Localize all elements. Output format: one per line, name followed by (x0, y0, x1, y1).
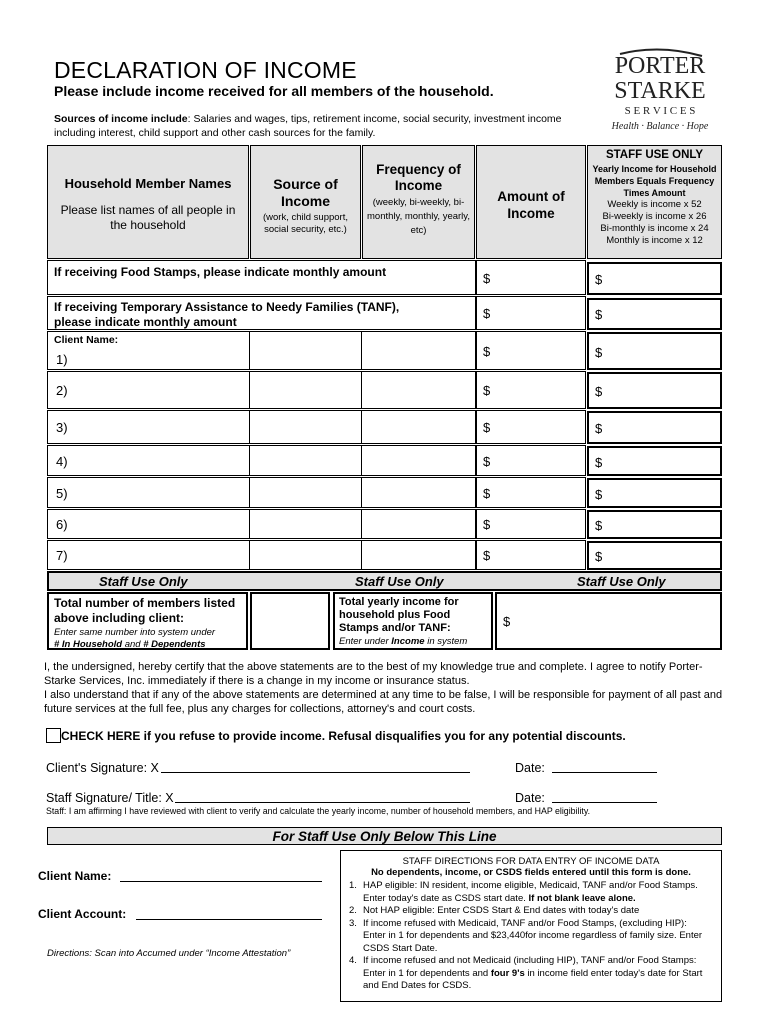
dollar-sign: $ (595, 518, 603, 533)
member-staff-cell[interactable] (587, 332, 722, 370)
direction-item-3 (341, 918, 721, 956)
sources-description: : Salaries and wages, tips, retirement income, social security, investment income including interest, child support and other cash sources for the family. (54, 113, 562, 139)
member-source-cell[interactable] (249, 445, 362, 476)
dollar-sign: $ (483, 420, 491, 435)
total-members-box (47, 592, 248, 650)
staff-directions-box (340, 850, 722, 1002)
dependents-text: # Dependents (143, 639, 206, 650)
income-text: Income (391, 636, 425, 647)
member-name-cell[interactable] (47, 509, 250, 539)
total-members-note: Enter same number into system under (54, 627, 216, 638)
member-amount-cell[interactable] (476, 445, 586, 476)
dollar-sign: $ (595, 455, 603, 470)
member-row-number: 4) (56, 454, 68, 469)
member-row-number: 6) (56, 517, 68, 532)
member-staff-cell[interactable] (587, 411, 722, 444)
refuse-label: CHECK HERE if you refuse to provide income. Refusal disqualifies you for any potential discounts. (61, 729, 626, 743)
staff-monthly: Monthly is income x 12 (606, 235, 703, 246)
member-row-number: 2) (56, 383, 68, 398)
direction-item-1 (341, 880, 721, 905)
col-amount-title: Amount of Income (497, 189, 565, 221)
member-frequency-cell[interactable] (361, 445, 476, 476)
staff-signature-label: Staff Signature/ Title: X (46, 791, 174, 805)
client-signature-label: Client's Signature: X (46, 761, 159, 775)
member-frequency-cell[interactable] (361, 410, 476, 444)
direction-num-4: 4. (349, 955, 357, 966)
client-signature-line[interactable] (161, 772, 470, 773)
member-staff-cell[interactable] (587, 446, 722, 476)
dollar-sign: $ (483, 383, 491, 398)
col-header-source (250, 145, 361, 259)
col-header-amount (476, 145, 586, 259)
logo-tagline: Health · Balance · Hope (611, 121, 709, 132)
member-amount-cell[interactable] (476, 410, 586, 444)
staff-banner-text: For Staff Use Only Below This Line (272, 829, 497, 844)
page-title: DECLARATION OF INCOME (54, 57, 357, 83)
staff-use-only-label-1: Staff Use Only (99, 574, 188, 589)
member-amount-cell[interactable] (476, 331, 586, 370)
member-name-cell[interactable] (47, 410, 250, 444)
member-frequency-cell[interactable] (361, 477, 476, 508)
direction-text-3: If income refused with Medicaid, TANF and/or Food Stamps, (excluding HIP): Enter in 1 for dependents and $23,440for income regardless of family size. Enter CSDS Start Date. (363, 917, 703, 954)
dollar-sign: $ (595, 307, 603, 322)
member-name-cell[interactable] (47, 540, 250, 570)
client-account-line[interactable] (136, 919, 322, 920)
direction-num-2: 2. (349, 905, 357, 916)
direction-item-2 (341, 905, 721, 918)
direction-item-4 (341, 955, 721, 993)
client-account-label: Client Account: (38, 907, 127, 921)
staff-yearly-text: Yearly Income for Household Members Equals Frequency Times Amount (592, 164, 717, 198)
dollar-sign: $ (595, 384, 603, 399)
member-frequency-cell[interactable] (361, 371, 476, 409)
total-yearly-input[interactable] (495, 592, 722, 650)
direction-text-1b: If not blank leave alone. (528, 892, 636, 904)
dollar-sign: $ (483, 271, 491, 286)
staff-use-only-label-2: Staff Use Only (355, 574, 444, 589)
dollar-sign: $ (483, 517, 491, 532)
dollar-sign: $ (483, 548, 491, 563)
col-frequency-sub: (weekly, bi-weekly, bi-monthly, monthly, yearly, etc) (367, 197, 470, 236)
dollar-sign: $ (595, 421, 603, 436)
logo-porter: PORTER (614, 53, 706, 79)
food-stamps-amount[interactable] (476, 260, 586, 295)
client-name-row-label: Client Name: (54, 334, 119, 346)
certification-p2: I also understand that if any of the above statements are determined at any time to be false, I will be responsible for payment of all past and future services at the full fee, plus any charges for collections, attorney's and court costs. (44, 689, 723, 715)
member-staff-cell[interactable] (587, 510, 722, 539)
col-header-names (47, 145, 249, 259)
member-frequency-cell[interactable] (361, 331, 476, 370)
client-date-label: Date: (515, 761, 545, 775)
total-yearly-box (333, 592, 493, 650)
in-household-text: # In Household (54, 639, 123, 650)
logo-starke: STARKE (614, 78, 706, 104)
member-staff-cell[interactable] (587, 372, 722, 409)
dollar-sign: $ (483, 344, 491, 359)
staff-directions-list (341, 880, 721, 993)
client-name-line[interactable] (120, 881, 322, 882)
direction-num-1: 1. (349, 880, 357, 891)
direction-text-2: Not HAP eligible: Enter CSDS Start & End dates with today's date (363, 905, 640, 916)
food-stamps-label: If receiving Food Stamps, please indicate monthly amount (54, 265, 387, 279)
col-header-frequency (362, 145, 475, 259)
member-source-cell[interactable] (249, 410, 362, 444)
dollar-sign: $ (483, 306, 491, 321)
staff-use-only-label-3: Staff Use Only (577, 574, 666, 589)
total-members-note-2 (54, 639, 246, 651)
member-amount-cell[interactable] (476, 371, 586, 409)
dollar-sign: $ (595, 487, 603, 502)
total-members-input[interactable] (250, 592, 330, 650)
dollar-sign: $ (595, 345, 603, 360)
staff-directions-title: STAFF DIRECTIONS FOR DATA ENTRY OF INCOME DATA (402, 856, 660, 867)
direction-text-1: HAP eligible: IN resident, income eligible, Medicaid, TANF and/or Food Stamps. Enter today's date as CSDS start date. (363, 880, 698, 904)
scan-directions: Directions: Scan into Accumed under “Income Attestation” (47, 948, 291, 959)
member-row-number: 1) (56, 352, 68, 367)
member-amount-cell[interactable] (476, 540, 586, 570)
member-amount-cell[interactable] (476, 509, 586, 539)
staff-directions-sub: No dependents, income, or CSDS fields entered until this form is done. (371, 867, 691, 878)
member-name-cell[interactable] (47, 331, 250, 370)
page-subtitle: Please include income received for all members of the household. (54, 83, 494, 99)
staff-date-label: Date: (515, 791, 545, 805)
tanf-amount[interactable] (476, 296, 586, 330)
col-names-sub: Please list names of all people in the household (60, 203, 236, 232)
member-frequency-cell[interactable] (361, 540, 476, 570)
member-name-cell[interactable] (47, 371, 250, 409)
member-frequency-cell[interactable] (361, 509, 476, 539)
dollar-sign: $ (483, 486, 491, 501)
direction-num-3: 3. (349, 917, 357, 929)
member-staff-cell[interactable] (587, 541, 722, 570)
staff-weekly: Weekly is income x 52 (607, 199, 702, 210)
tanf-staff[interactable] (587, 298, 722, 330)
member-source-cell[interactable] (249, 540, 362, 570)
member-name-cell[interactable] (47, 445, 250, 476)
sources-label: Sources of income include (54, 113, 188, 125)
porter-starke-logo (590, 46, 730, 136)
staff-affirm-text: Staff: I am affirming I have reviewed with client to verify and calculate the yearly income, number of household members, and HAP eligibility. (46, 806, 591, 816)
total-yearly-title: Total yearly income for household plus Food Stamps and/or TANF: (339, 596, 459, 634)
member-row-number: 7) (56, 548, 68, 563)
tanf-row (47, 296, 476, 330)
tanf-label: If receiving Temporary Assistance to Needy Families (TANF), please indicate monthly amount (54, 300, 400, 329)
food-stamps-staff[interactable] (587, 262, 722, 295)
food-stamps-row (47, 260, 476, 295)
certification-text (44, 660, 734, 716)
member-row-number: 3) (56, 420, 68, 435)
client-name-label: Client Name: (38, 869, 112, 883)
member-source-cell[interactable] (249, 331, 362, 370)
member-amount-cell[interactable] (476, 477, 586, 508)
staff-use-header (587, 145, 722, 259)
member-source-cell[interactable] (249, 509, 362, 539)
member-staff-cell[interactable] (587, 478, 722, 508)
logo-services: S E R V I C E S (624, 105, 696, 117)
member-name-cell[interactable] (47, 477, 250, 508)
col-source-title: Source of Income (273, 176, 338, 209)
dollar-sign: $ (595, 272, 603, 287)
member-row-number: 5) (56, 486, 68, 501)
dollar-sign: $ (595, 549, 603, 564)
staff-banner (47, 827, 722, 845)
direction-text-4a: If income refused and not Medicaid (including HIP), TANF and/or Food Stamps: Enter in 1 for dependents and (363, 955, 697, 979)
staff-signature-line[interactable] (175, 802, 470, 803)
direction-text-4b: four 9's (490, 967, 525, 979)
col-frequency-title: Frequency of Income (376, 162, 461, 193)
member-source-cell[interactable] (249, 371, 362, 409)
and-text: and (124, 639, 141, 650)
in-system-text: in system (427, 636, 468, 647)
sources-text (54, 112, 594, 140)
col-source-sub: (work, child support, social security, etc.) (262, 212, 348, 235)
total-yearly-note (339, 636, 491, 647)
client-date-line[interactable] (552, 772, 657, 773)
dollar-sign: $ (483, 454, 491, 469)
total-members-title: Total number of members listed above including client: (54, 596, 236, 625)
staff-use-title: STAFF USE ONLY (605, 149, 704, 161)
certification-p1: I, the undersigned, hereby certify that the above statements are to the best of my knowledge true and complete. I agree to notify Porter-Starke Services, Inc. immediately if there is a change in my income or insurance status. (44, 661, 703, 687)
dollar-sign: $ (503, 614, 511, 629)
staff-bimonthly: Bi-monthly is income x 24 (600, 223, 709, 234)
member-source-cell[interactable] (249, 477, 362, 508)
refuse-checkbox[interactable] (46, 728, 61, 743)
staff-use-only-bar (47, 571, 722, 591)
staff-date-line[interactable] (552, 802, 657, 803)
enter-under-text: Enter under (339, 636, 389, 647)
direction-text-4c: in income field enter today's date for Start and End Dates for CSDS. (363, 967, 703, 991)
staff-biweekly: Bi-weekly is income x 26 (602, 211, 707, 222)
col-names-title: Household Member Names (64, 176, 232, 191)
